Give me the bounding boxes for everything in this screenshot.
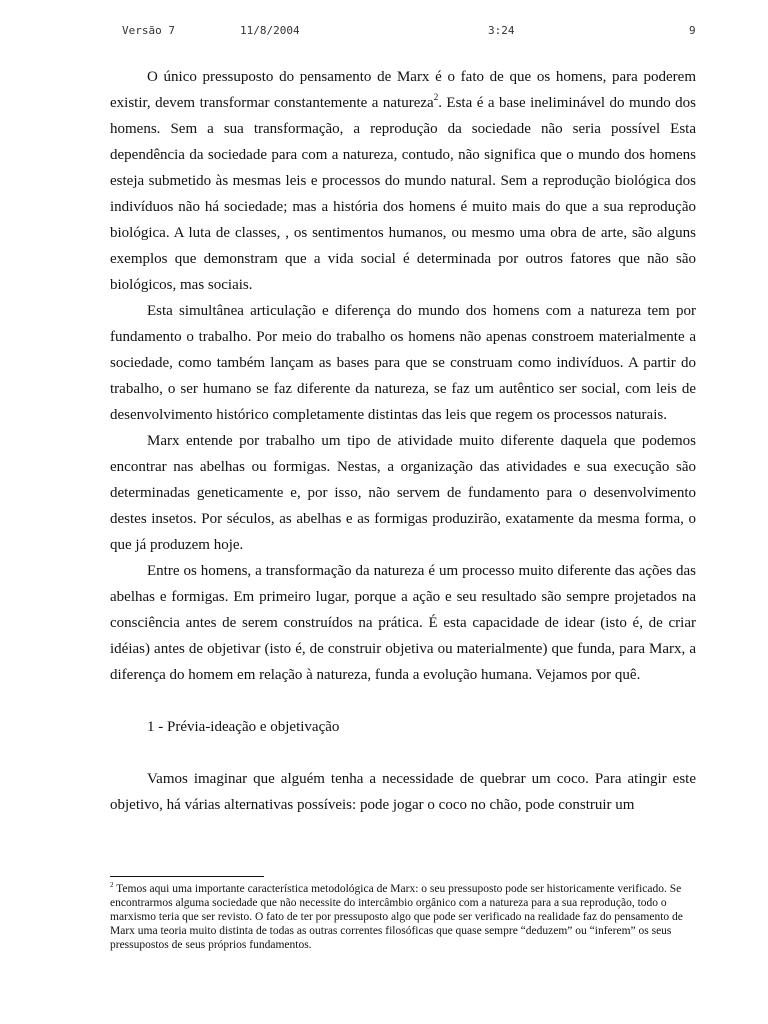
paragraph-5: Vamos imaginar que alguém tenha a necessidade de quebrar um coco. Para atingir este objetivo, há várias alternativas possíveis: pode jogar o coco no chão, pode construir um (110, 771, 696, 813)
footnote-marker: 2 (110, 881, 114, 889)
page-header (0, 24, 768, 40)
paragraph-4: Entre os homens, a transformação da natureza é um processo muito diferente das ações das abelhas e formigas. Em primeiro lugar, porque a ação e seu resultado são sempre projetados na consciência antes de serem construídos na prática. É esta capacidade de idear (isto é, de criar idéias) antes de objetivar (isto é, de construir objetiva ou materialmente) que funda, para Marx, a diferença do homem em relação à natureza, funda a evolução humana. Vejamos por quê. (110, 563, 696, 683)
footnote (110, 882, 696, 952)
paragraph-2: Esta simultânea articulação e diferença do mundo dos homens com a natureza tem por fundamento o trabalho. Por meio do trabalho os homens não apenas constroem materialmente a sociedade, como também lançam as bases para que se construam como indivíduos. A partir do trabalho, o ser humano se faz diferente da natureza, se faz um autêntico ser social, com leis de desenvolvimento histórico completamente distintas das leis que regem os processos naturais. (110, 303, 696, 423)
footnote-reference: 2 (433, 92, 439, 102)
paragraph-1-start: O único pressuposto do pensamento de Marx é o fato de que os homens, para poderem existir, devem transformar constantemente a natureza (110, 69, 696, 111)
body-text (110, 64, 696, 818)
paragraph-3: Marx entende por trabalho um tipo de atividade muito diferente daquela que podemos encontrar nas abelhas ou formigas. Nestas, a organização das atividades e sua execução são determinadas geneticamente e, por isso, não servem de fundamento para o desenvolvimento destes insetos. Por séculos, as abelhas e as formigas produzirão, exatamente da mesma forma, o que já produzem hoje. (110, 433, 696, 553)
header-page-number: 9 (689, 24, 696, 37)
footnote-divider (110, 876, 264, 877)
paragraph-1-end: . Esta é a base ineliminável do mundo dos homens. Sem a sua transformação, a reprodução da sociedade não seria possível Esta dependência da sociedade para com a natureza, contudo, não significa que o mundo dos homens esteja submetido às mesmas leis e processos do mundo natural. Sem a reprodução biológica dos indivíduos não há sociedade; mas a história dos homens é muito mais do que a sua reprodução biológica. A luta de classes, , os sentimentos humanos, ou mesmo uma obra de arte, são alguns exemplos que demonstram que a vida social é determinada por outros fatores que não são biológicos, mas sociais. (110, 95, 696, 293)
header-date: 11/8/2004 (240, 24, 300, 37)
footnote-text: Temos aqui uma importante característica metodológica de Marx: o seu pressuposto pode ser historicamente verificado. Se encontrarmos alguma sociedade que não necessite do intercâmbio orgânico com a natureza para a sua reprodução, todo o marxismo teria que ser revisto. O fato de ter por pressuposto algo que pode ser verificado na realidade faz do pensamento de Marx uma teoria muito distinta de todas as outras correntes filosóficas que quase sempre “deduzem” ou “inferem” os seus pressupostos de seus próprios fundamentos. (110, 883, 683, 951)
header-version: Versão 7 (122, 24, 175, 37)
paragraph-1 (110, 64, 696, 298)
section-heading: 1 - Prévia-ideação e objetivação (147, 719, 340, 735)
header-time: 3:24 (488, 24, 515, 37)
